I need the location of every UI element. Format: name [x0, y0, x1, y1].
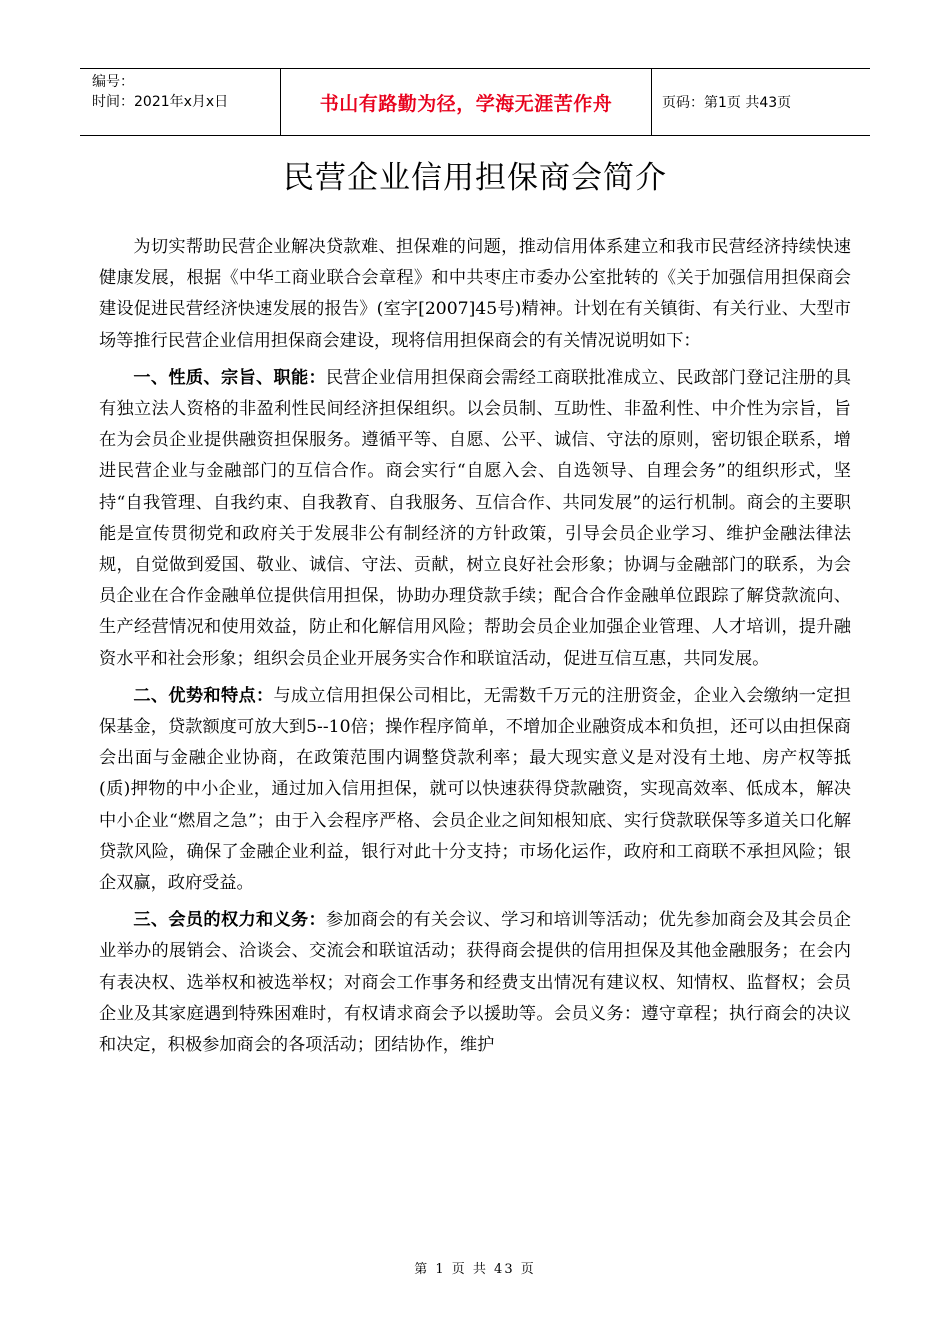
section-heading: 一、性质、宗旨、职能：	[133, 367, 326, 388]
header-time-label: 时间：2021年x月x日	[92, 94, 229, 110]
document-title: 民营企业信用担保商会简介	[283, 160, 667, 196]
section-body: 民营企业信用担保商会需经工商联批准成立、民政部门登记注册的具有独立法人资格的非盈利性民间经济担保组织。以会员制、互助性、非盈利性、中介性为宗旨，旨在为会员企业提供融资担保服务。遵循平等、自愿、公平、诚信、守法的原则，密切银企联系，增进民营企业与金融部门的互信合作。商会实行“自愿入会、自选领导、自理会务”的组织形式，坚持“自我管理、自我约束、自我教育、自我服务、互信合作、共同发展”的运行机制。商会的主要职能是宣传贯彻党和政府关于发展非公有制经济的方针政策，引导会员企业学习、维护金融法律法规，自觉做到爱国、敬业、诚信、守法、贡献，树立良好社会形象；协调与金融部门的联系，为会员企业在合作金融单位提供信用担保，协助办理贷款手续；配合合作金融单位跟踪了解贷款流向、生产经营情况和使用效益，防止和化解信用风险；帮助会员企业加强企业管理、人才培训，提升融资水平和社会形象；组织会员企业开展务实合作和联谊活动，促进互信互惠，共同发展。	[99, 367, 851, 669]
section-paragraph	[99, 681, 851, 899]
header-meta	[80, 69, 280, 135]
header-number-label: 编号：	[92, 74, 134, 90]
intro-paragraph: 为切实帮助民营企业解决贷款难、担保难的问题，推动信用体系建立和我市民营经济持续快速健康发展，根据《中华工商业联合会章程》和中共枣庄市委办公室批转的《关于加强信用担保商会建设促进民营经济快速发展的报告》(室字[2007]45号)精神。计划在有关镇街、有关行业、大型市场等推行民营企业信用担保商会建设，现将信用担保商会的有关情况说明如下：	[99, 237, 851, 351]
page-footer: 第 1 页 共 43 页	[414, 1262, 536, 1277]
section-body: 参加商会的有关会议、学习和培训等活动；优先参加商会及其会员企业举办的展销会、洽谈会、交流会和联谊活动；获得商会提供的信用担保及其他金融服务；在会内有表决权、选举权和被选举权；对商会工作事务和经费支出情况有建议权、知情权、监督权；会员企业及其家庭遇到特殊困难时，有权请求商会予以援助等。会员义务：遵守章程；执行商会的决议和决定，积极参加商会的各项活动；团结协作，维护	[99, 910, 851, 1056]
section-heading: 三、会员的权力和义务：	[133, 910, 326, 931]
section-paragraph	[99, 363, 851, 675]
document-header	[80, 68, 870, 136]
document-body	[99, 232, 851, 1067]
section-paragraph	[99, 905, 851, 1061]
section-heading: 二、优势和特点：	[133, 685, 274, 706]
section-body: 与成立信用担保公司相比，无需数千万元的注册资金，企业入会缴纳一定担保基金，贷款额度可放大到5--10倍；操作程序简单，不增加企业融资成本和负担，还可以由担保商会出面与金融企业协商，在政策范围内调整贷款利率；最大现实意义是对没有土地、房产权等抵(质)押物的中小企业，通过加入信用担保，就可以快速获得贷款融资，实现高效率、低成本，解决中小企业“燃眉之急”；由于入会程序严格、会员企业之间知根知底、实行贷款联保等多道关口化解贷款风险，确保了金融企业利益，银行对此十分支持；市场化运作，政府和工商联不承担风险；银企双赢，政府受益。	[99, 685, 851, 894]
header-motto: 书山有路勤为径，学海无涯苦作舟	[280, 69, 652, 135]
header-page-info: 页码：第1页 共43页	[662, 95, 792, 111]
